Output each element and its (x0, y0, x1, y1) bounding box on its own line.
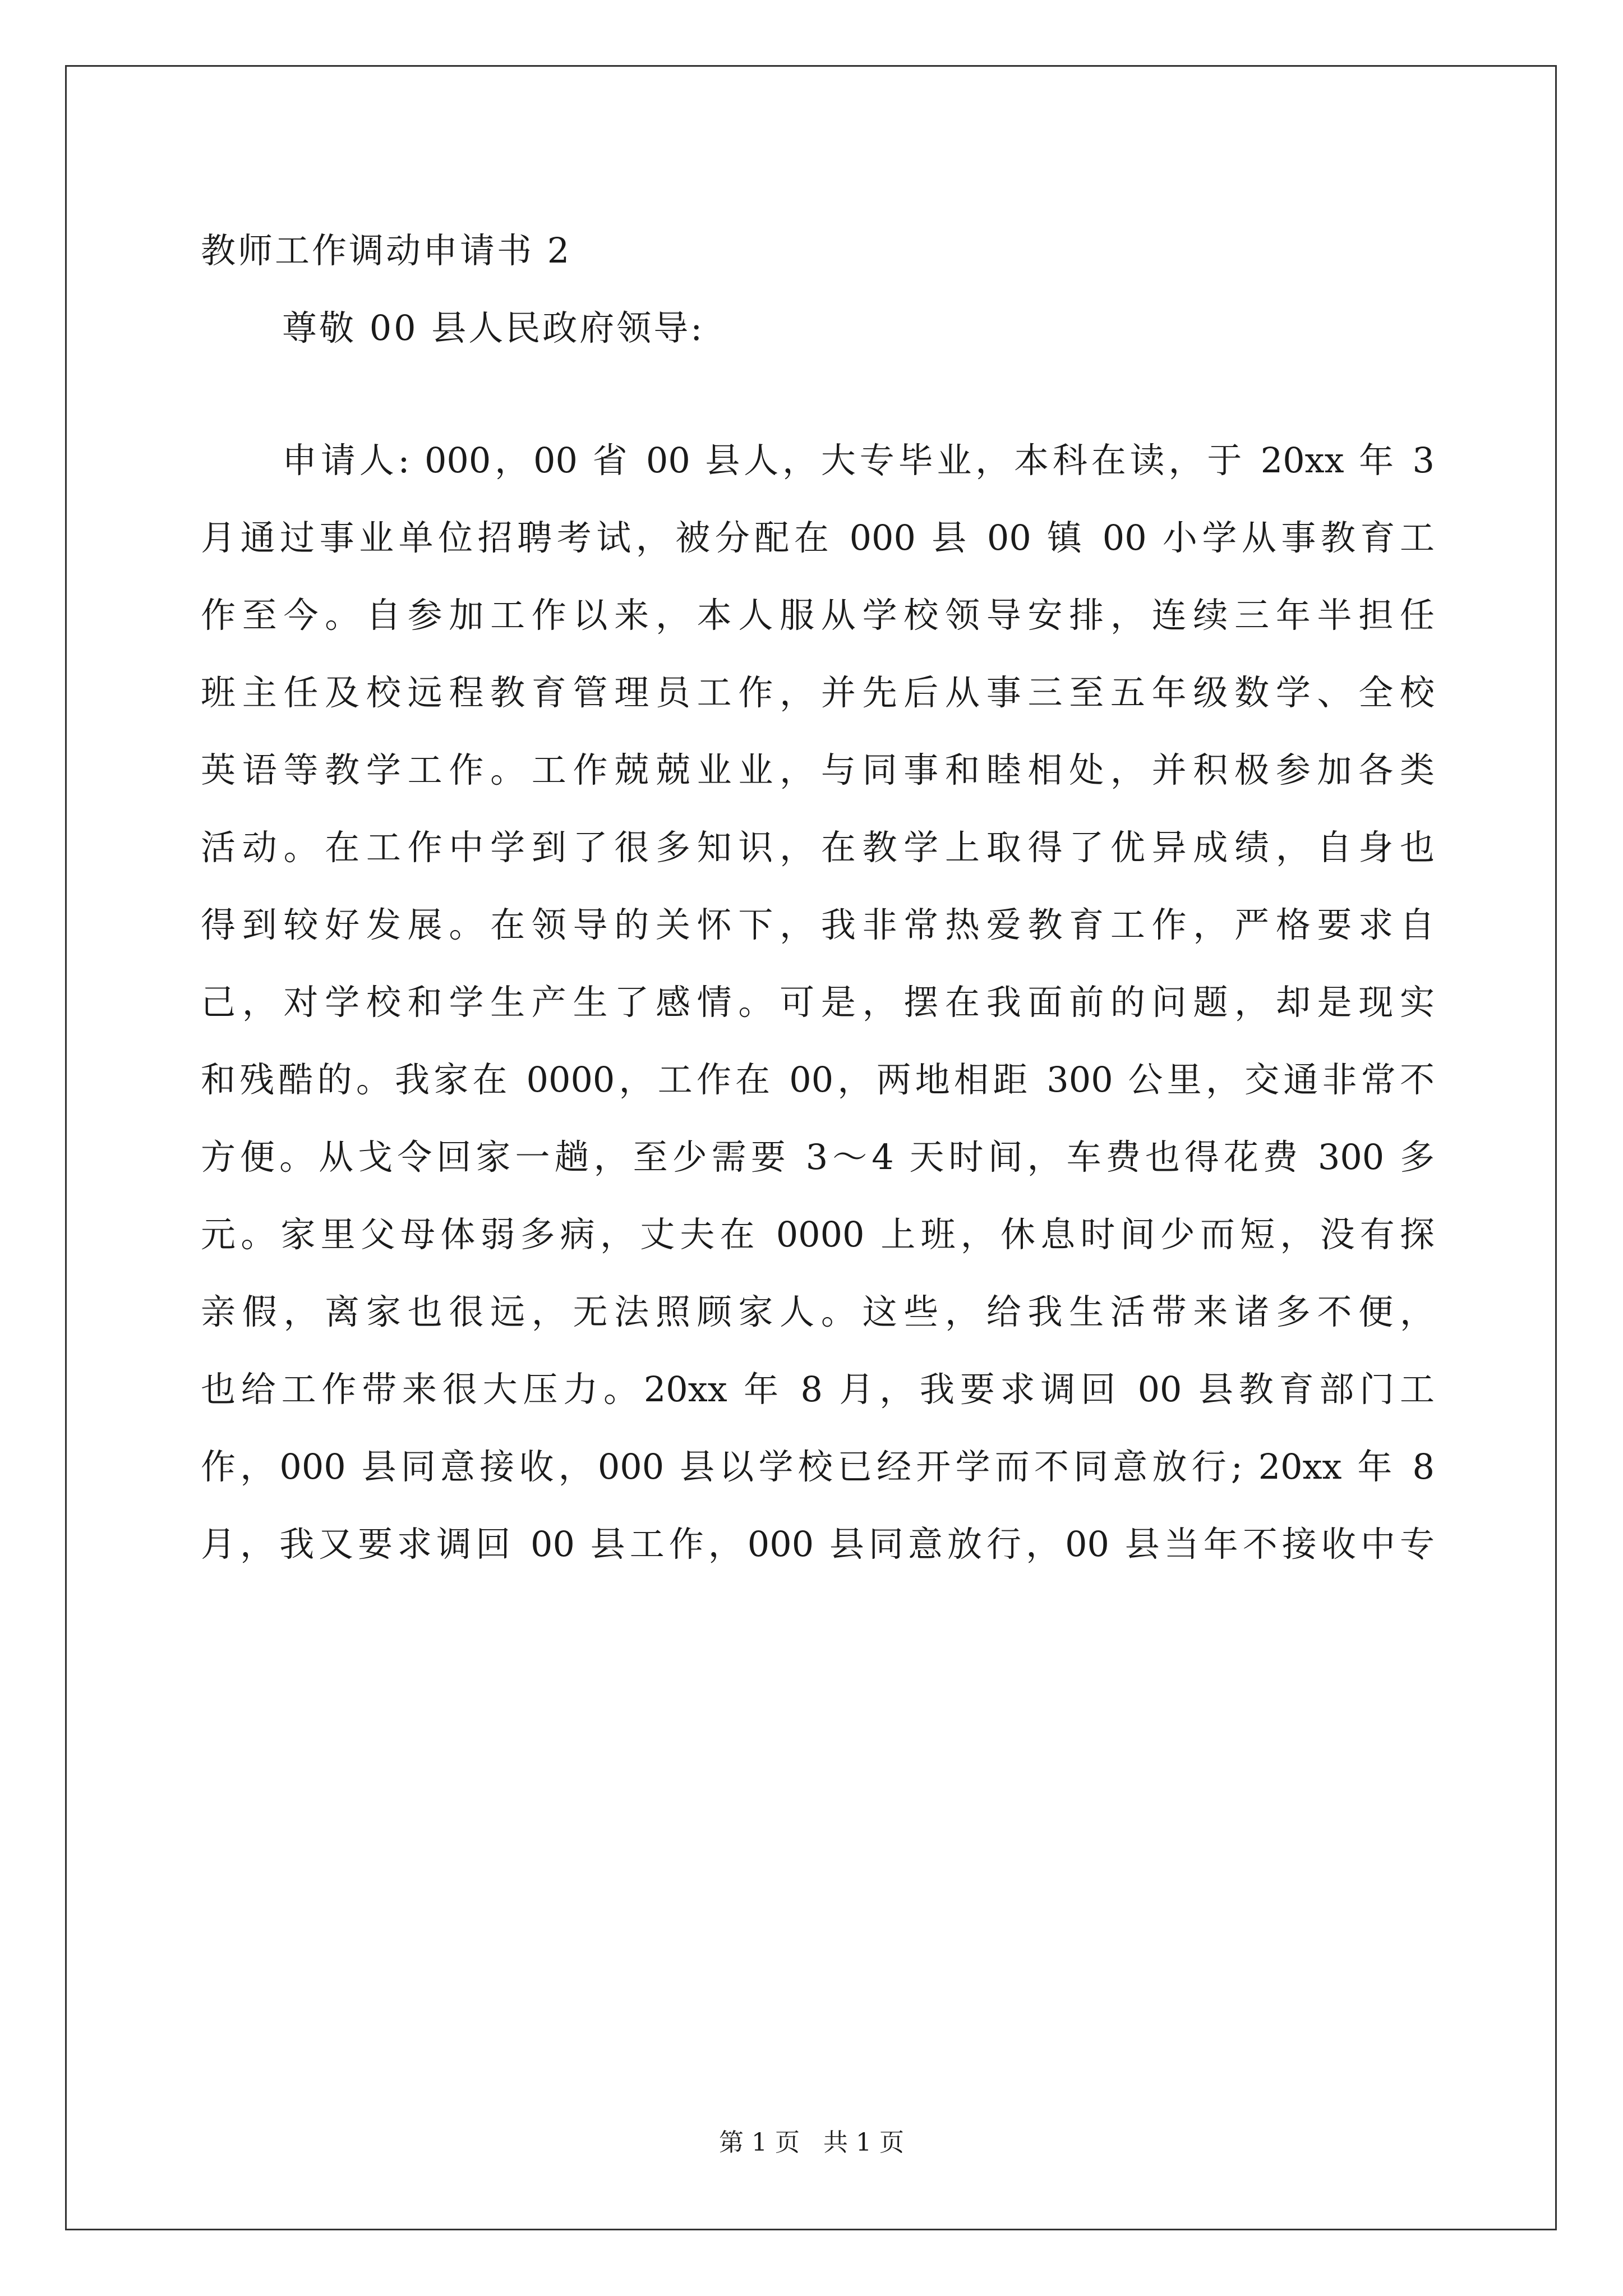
body-line: 作至今。自参加工作以来，本人服从学校领导安排，连续三年半担任 (201, 595, 1435, 636)
body-line: 作，000 县同意接收，000 县以学校已经开学而不同意放行; 20xx 年 8 (201, 1446, 1435, 1487)
body-line: 也给工作带来很大压力。20xx 年 8 月，我要求调回 00 县教育部门工 (201, 1369, 1435, 1410)
body-line: 申请人: 000，00 省 00 县人，大专毕业，本科在读，于 20xx 年 3 (282, 440, 1435, 481)
body-line: 元。家里父母体弱多病，丈夫在 0000 上班，休息时间少而短，没有探 (201, 1214, 1435, 1255)
document-title: 教师工作调动申请书 2 (201, 230, 572, 271)
body-line: 得到较好发展。在领导的关怀下，我非常热爱教育工作，严格要求自 (201, 904, 1435, 945)
body-line: 班主任及校远程教育管理员工作，并先后从事三至五年级数学、全校 (201, 672, 1435, 713)
page-number-footer: 第 1 页 共 1 页 (719, 2128, 904, 2157)
body-line: 月通过事业单位招聘考试，被分配在 000 县 00 镇 00 小学从事教育工 (201, 517, 1435, 558)
salutation: 尊敬 00 县人民政府领导: (282, 307, 705, 348)
body-line: 方便。从戈令回家一趟，至少需要 3～4 天时间，车费也得花费 300 多 (201, 1137, 1435, 1177)
body-line: 月，我又要求调回 00 县工作，000 县同意放行，00 县当年不接收中专 (201, 1524, 1435, 1565)
body-line: 己，对学校和学生产生了感情。可是，摆在我面前的问题，却是现实 (201, 982, 1435, 1023)
body-line: 和残酷的。我家在 0000，工作在 00，两地相距 300 公里，交通非常不 (201, 1059, 1435, 1100)
body-line: 活动。在工作中学到了很多知识，在教学上取得了优异成绩，自身也 (201, 827, 1435, 868)
body-line: 英语等教学工作。工作兢兢业业，与同事和睦相处，并积极参加各类 (201, 749, 1435, 790)
body-line: 亲假，离家也很远，无法照顾家人。这些，给我生活带来诸多不便， (201, 1291, 1435, 1332)
